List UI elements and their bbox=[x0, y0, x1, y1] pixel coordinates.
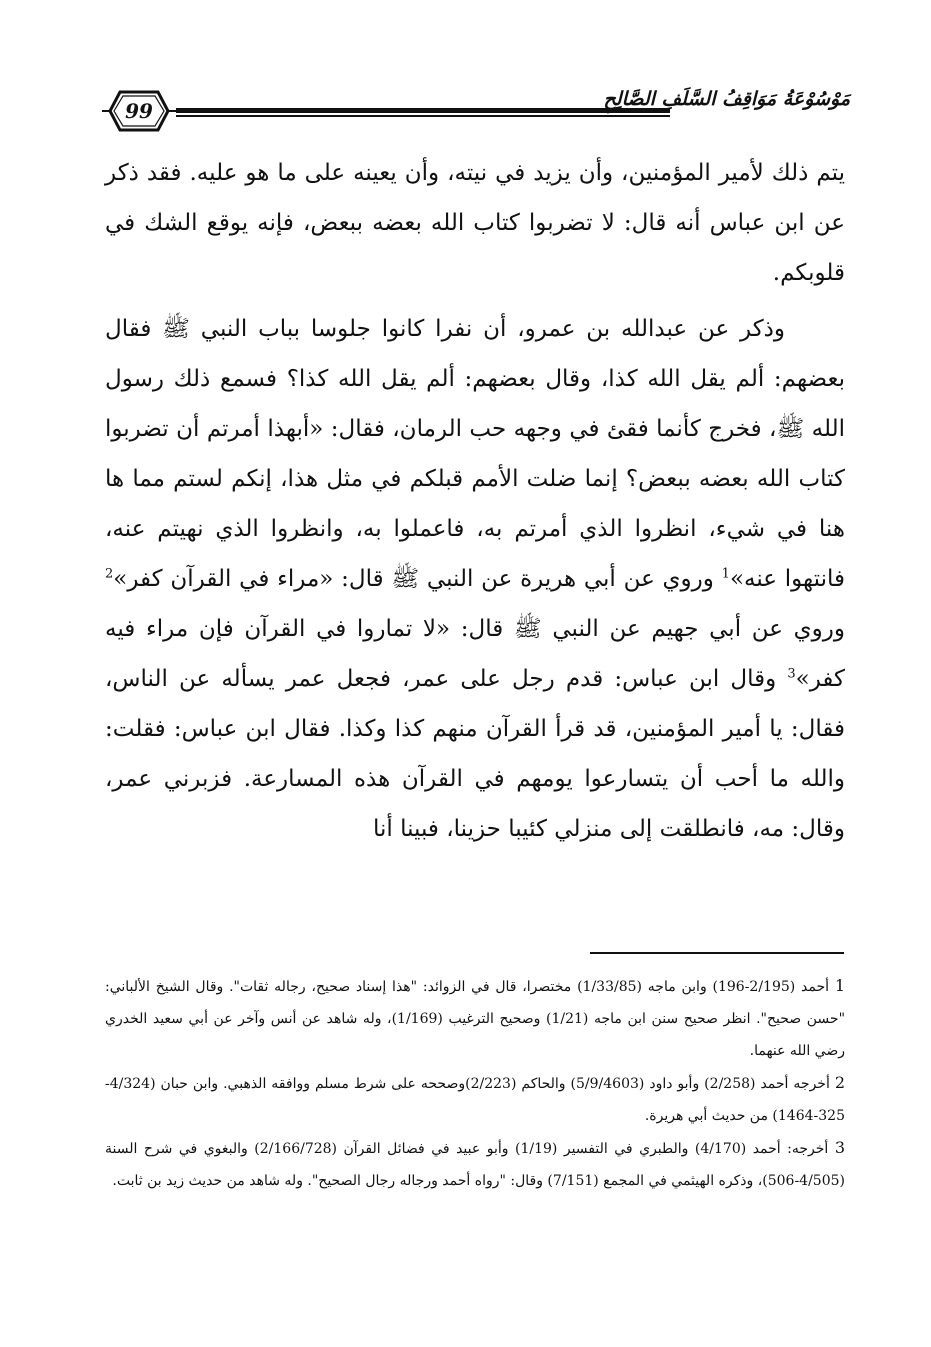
footnote-ref: 3 bbox=[787, 666, 796, 682]
paragraph-text: وقال ابن عباس: قدم رجل على عمر، فجعل عمر يسأله عن الناس، فقال: يا أمير المؤمنين، قد قرأ القرآن منهم كذا وكذا. فقال ابن عباس: فقلت: والله ما أحب أن يتسارعوا يومهم في القرآن هذه المسارعة. فزبرني عمر، وقال: مه، فانطلقت إلى منزلي كئيبا حزينا، فبينا أنا bbox=[105, 666, 845, 842]
footnote-text: أخرجه أحمد (2/258) وأبو داود (5/9/4603) والحاكم (2/223)وصححه على شرط مسلم ووافقه الذهبي. وابن حبان (4/324-325-1464) من حديث أبي هريرة. bbox=[105, 1076, 845, 1124]
main-text bbox=[105, 148, 845, 854]
header-rule bbox=[176, 106, 670, 117]
footnote-ref: 1 bbox=[721, 566, 730, 582]
series-title: مَوْسُوْعَةُ مَوَاقِفُ السَّلَفِ الصَّالِحِ bbox=[603, 88, 850, 110]
page-header bbox=[100, 78, 850, 142]
footnote bbox=[105, 1132, 845, 1197]
footnote-separator bbox=[590, 952, 844, 954]
footnote-ref: 2 bbox=[105, 566, 114, 582]
paragraph: يتم ذلك لأمير المؤمنين، وأن يزيد في نيته، وأن يعينه على ما هو عليه. فقد ذكر عن ابن عباس أنه قال: لا تضربوا كتاب الله بعضه ببعض، فإنه يوقع الشك في قلوبكم. bbox=[105, 160, 845, 286]
footnote-number: 2 bbox=[834, 1073, 846, 1092]
footnote-number: 3 bbox=[834, 1138, 846, 1157]
footnote bbox=[105, 970, 845, 1067]
paragraph-text: وذكر عن عبدالله بن عمرو، أن نفرا كانوا جلوسا بباب النبي ﷺ فقال بعضهم: ألم يقل الله كذا، وقال بعضهم: ألم يقل الله كذا؟ فسمع ذلك رسول الله ﷺ، فخرج كأنما فقئ في وجهه حب الرمان، فقال: «أبهذا أمرتم أن تضربوا كتاب الله بعضه ببعض؟ إنما ضلت الأمم قبلكم في مثل هذا، إنكم لستم مما ها هنا في شيء، انظروا الذي أمرتم به، فاعملوا به، وانظروا الذي نهيتم عنه، فانتهوا عنه» bbox=[105, 316, 846, 592]
footnote bbox=[105, 1067, 845, 1132]
page-number: 99 bbox=[125, 99, 153, 123]
paragraph bbox=[105, 304, 845, 854]
footnotes bbox=[105, 970, 845, 1197]
footnote-number: 1 bbox=[834, 976, 846, 995]
footnote-text: أحمد (2/195-196) وابن ماجه (1/33/85) مختصرا، قال في الزوائد: "هذا إسناد صحيح، رجاله ثقات". وقال الشيخ الألباني: "حسن صحيح". انظر صحيح سنن ابن ماجه (1/21) وصحيح الترغيب (1/169)، وله شاهد عن أنس وآخر عن أبي سعيد الخدري رضي الله عنهما. bbox=[105, 979, 846, 1059]
page-number-badge bbox=[100, 86, 178, 136]
paragraph-text: وروي عن أبي هريرة عن النبي ﷺ قال: «مراء في القرآن كفر» bbox=[113, 566, 722, 592]
paragraph-text: وروي عن أبي جهيم عن النبي ﷺ قال: «لا تماروا في القرآن فإن مراء فيه كفر» bbox=[105, 616, 845, 692]
footnote-text: أخرجه: أحمد (4/170) والطبري في التفسير (1/19) وأبو عبيد في فضائل القرآن (2/166/728) والبغوي في شرح السنة (4/505-506)، وذكره الهيثمي في المجمع (7/151) وقال: "رواه أحمد ورجاله رجال الصحيح". وله شاهد من حديث زيد بن ثابت. bbox=[105, 1141, 845, 1189]
